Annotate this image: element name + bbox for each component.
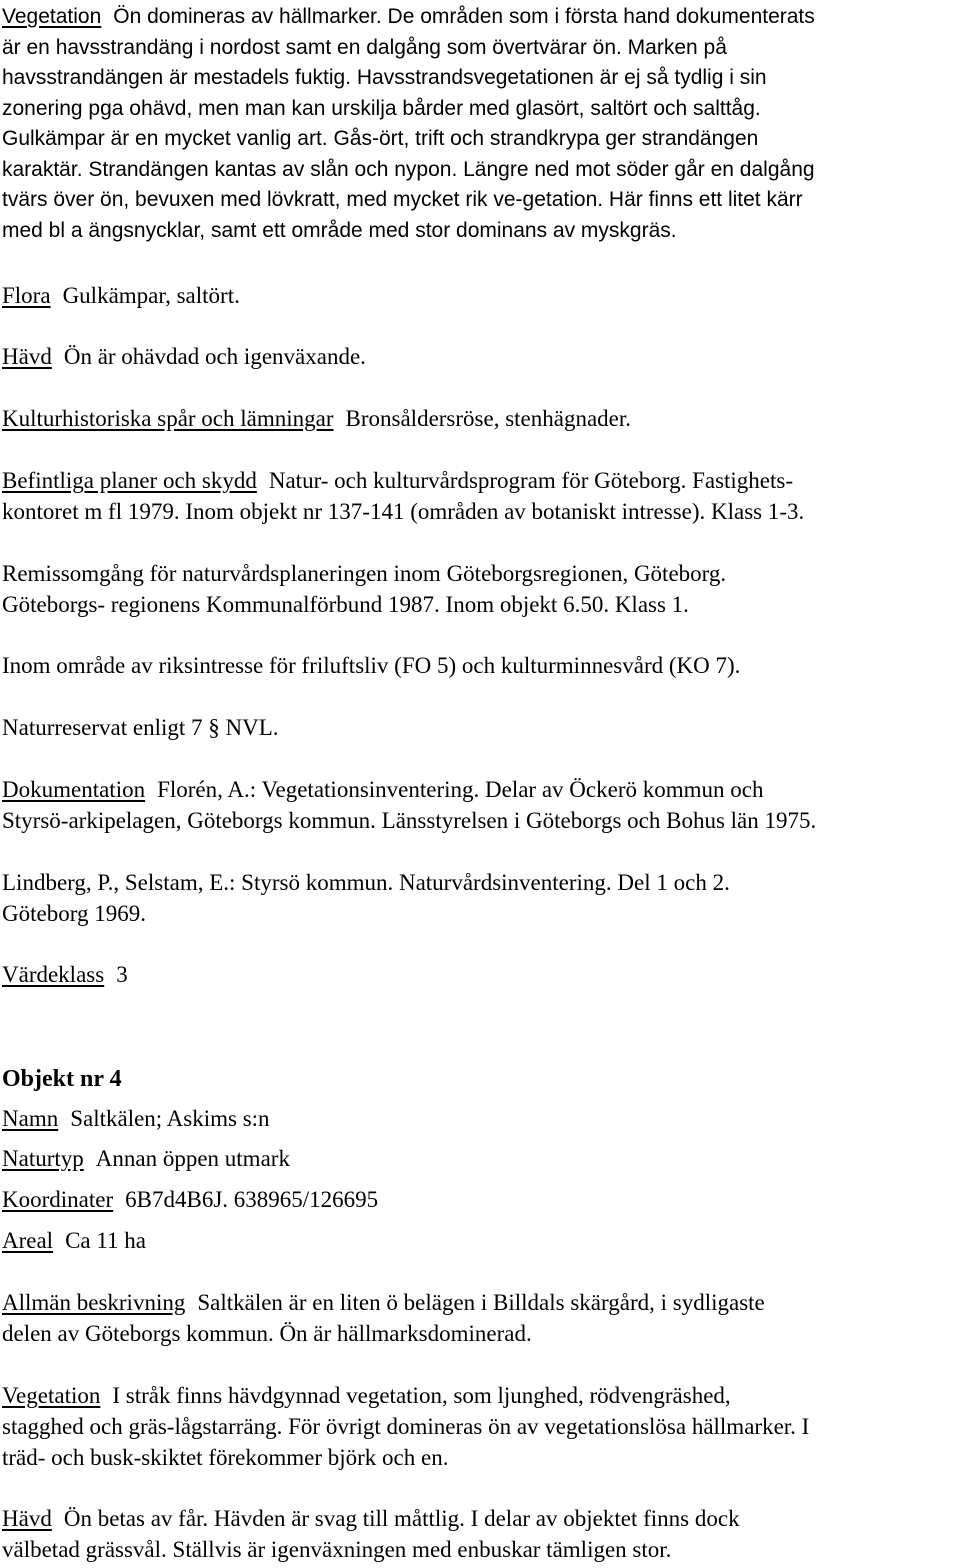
koordinater-value: 6B7d4B6J. 638965/126695 xyxy=(125,1187,379,1212)
vardeklass-label: Värdeklass xyxy=(2,962,105,987)
remiss-line: Remissomgång för naturvårdsplaneringen inom Göteborgsregionen, Göteborg. xyxy=(2,561,727,586)
dokumentation-line: Styrsö-arkipelagen, Göteborgs kommun. Länsstyrelsen i Göteborgs och Bohus län 1975. xyxy=(2,808,817,833)
naturreservat-paragraph xyxy=(2,712,958,743)
koordinater-label: Koordinater xyxy=(2,1187,114,1212)
havd-label: Hävd xyxy=(2,344,52,369)
naturtyp-field xyxy=(2,1143,958,1174)
vardeklass-field xyxy=(2,959,958,990)
areal-label: Areal xyxy=(2,1228,54,1253)
havd2-line: välbetad grässvål. Ställvis är igenväxningen med enbuskar tämligen stor. xyxy=(2,1537,672,1562)
koordinater-field xyxy=(2,1184,958,1215)
havd-value: Ön är ohävdad och igenväxande. xyxy=(63,344,366,369)
areal-field xyxy=(2,1225,958,1256)
havd2-field xyxy=(2,1503,958,1565)
vegetation-line: Gulkämpar är en mycket vanlig art. Gås-ört, trift och strandkrypa ger strandängen xyxy=(2,127,759,150)
planer-field xyxy=(2,465,958,527)
allman-line: delen av Göteborgs kommun. Ön är hällmarksdominerad. xyxy=(2,1321,532,1346)
vegetation2-field xyxy=(2,1380,958,1473)
vegetation-line: havsstrandängen är mestadels fuktig. Havsstrandsvegetationen är ej så tydlig i sin xyxy=(2,66,767,89)
planer-line: kontoret m fl 1979. Inom objekt nr 137-141 (områden av botaniskt intresse). Klass 1-3. xyxy=(2,499,805,524)
vegetation-line: zonering pga ohävd, men man kan urskilja bårder med glasört, saltört och salttåg. xyxy=(2,96,761,120)
kultur-value: Bronsåldersröse, stenhägnader. xyxy=(345,406,632,431)
naturtyp-value: Annan öppen utmark xyxy=(95,1146,290,1171)
vegetation-line: tvärs över ön, bevuxen med lövkratt, med mycket rik ve-getation. Här finns ett litet kärr xyxy=(2,188,803,211)
vegetation-line: är en havsstrandäng i nordost samt en dalgång som övertvärar ön. Marken på xyxy=(2,35,727,59)
vegetation2-label: Vegetation xyxy=(2,1383,101,1408)
lindberg-line: Lindberg, P., Selstam, E.: Styrsö kommun. Naturvårdsinventering. Del 1 och 2. xyxy=(2,870,730,895)
namn-value: Saltkälen; Askims s:n xyxy=(70,1106,270,1131)
planer-line: Natur- och kulturvårdsprogram för Göteborg. Fastighets- xyxy=(268,468,794,493)
remiss-line: Göteborgs- regionens Kommunalförbund 1987. Inom objekt 6.50. Klass 1. xyxy=(2,592,689,617)
havd2-line: Ön betas av får. Hävden är svag till måttlig. I delar av objektet finns dock xyxy=(63,1506,740,1531)
dokumentation-label: Dokumentation xyxy=(2,777,146,802)
vegetation2-line: stagghed och gräs-lågstarräng. För övrigt domineras ön av vegetationslösa hällmarker. I xyxy=(2,1414,810,1439)
vegetation-paragraph xyxy=(2,2,958,246)
allman-line: Saltkälen är en liten ö belägen i Billdals skärgård, i sydligaste xyxy=(197,1290,765,1315)
havd-field xyxy=(2,341,958,372)
vegetation-label: Vegetation xyxy=(2,5,102,28)
dokumentation-field xyxy=(2,774,958,836)
planer-label: Befintliga planer och skydd xyxy=(2,468,257,493)
lindberg-line: Göteborg 1969. xyxy=(2,901,146,926)
vegetation2-line: träd- och busk-skiktet förekommer björk och en. xyxy=(2,1445,449,1470)
vegetation-line: med bl a ängsnycklar, samt ett område med stor dominans av myskgräs. xyxy=(2,218,677,242)
namn-label: Namn xyxy=(2,1106,59,1131)
riksintresse-paragraph xyxy=(2,650,958,681)
flora-label: Flora xyxy=(2,283,51,308)
lindberg-paragraph xyxy=(2,867,958,929)
flora-value: Gulkämpar, saltört. xyxy=(62,283,240,308)
areal-value: Ca 11 ha xyxy=(65,1228,146,1253)
objekt-title: Objekt nr 4 xyxy=(2,1066,122,1092)
vegetation-line: karaktär. Strandängen kantas av slån och nypon. Längre ned mot söder går en dalgång xyxy=(2,157,815,181)
namn-field xyxy=(2,1103,958,1134)
vegetation-line: Ön domineras av hällmarker. De områden som i första hand dokumenterats xyxy=(113,5,815,28)
havd2-label: Hävd xyxy=(2,1506,52,1531)
objekt-heading xyxy=(2,1063,958,1095)
vardeklass-value: 3 xyxy=(116,962,128,987)
allman-label: Allmän beskrivning xyxy=(2,1290,186,1315)
naturtyp-label: Naturtyp xyxy=(2,1146,84,1171)
riksintresse-text: Inom område av riksintresse för friluftsliv (FO 5) och kulturminnesvård (KO 7). xyxy=(2,653,741,678)
naturreservat-text: Naturreservat enligt 7 § NVL. xyxy=(2,715,279,740)
remiss-paragraph xyxy=(2,558,958,620)
vegetation2-line: I stråk finns hävdgynnad vegetation, som ljunghed, rödvengräshed, xyxy=(112,1383,731,1408)
kultur-field xyxy=(2,403,958,434)
kultur-label: Kulturhistoriska spår och lämningar xyxy=(2,406,334,431)
flora-field xyxy=(2,280,958,311)
dokumentation-line: Florén, A.: Vegetationsinventering. Delar av Öckerö kommun och xyxy=(157,777,764,802)
allman-field xyxy=(2,1287,958,1349)
